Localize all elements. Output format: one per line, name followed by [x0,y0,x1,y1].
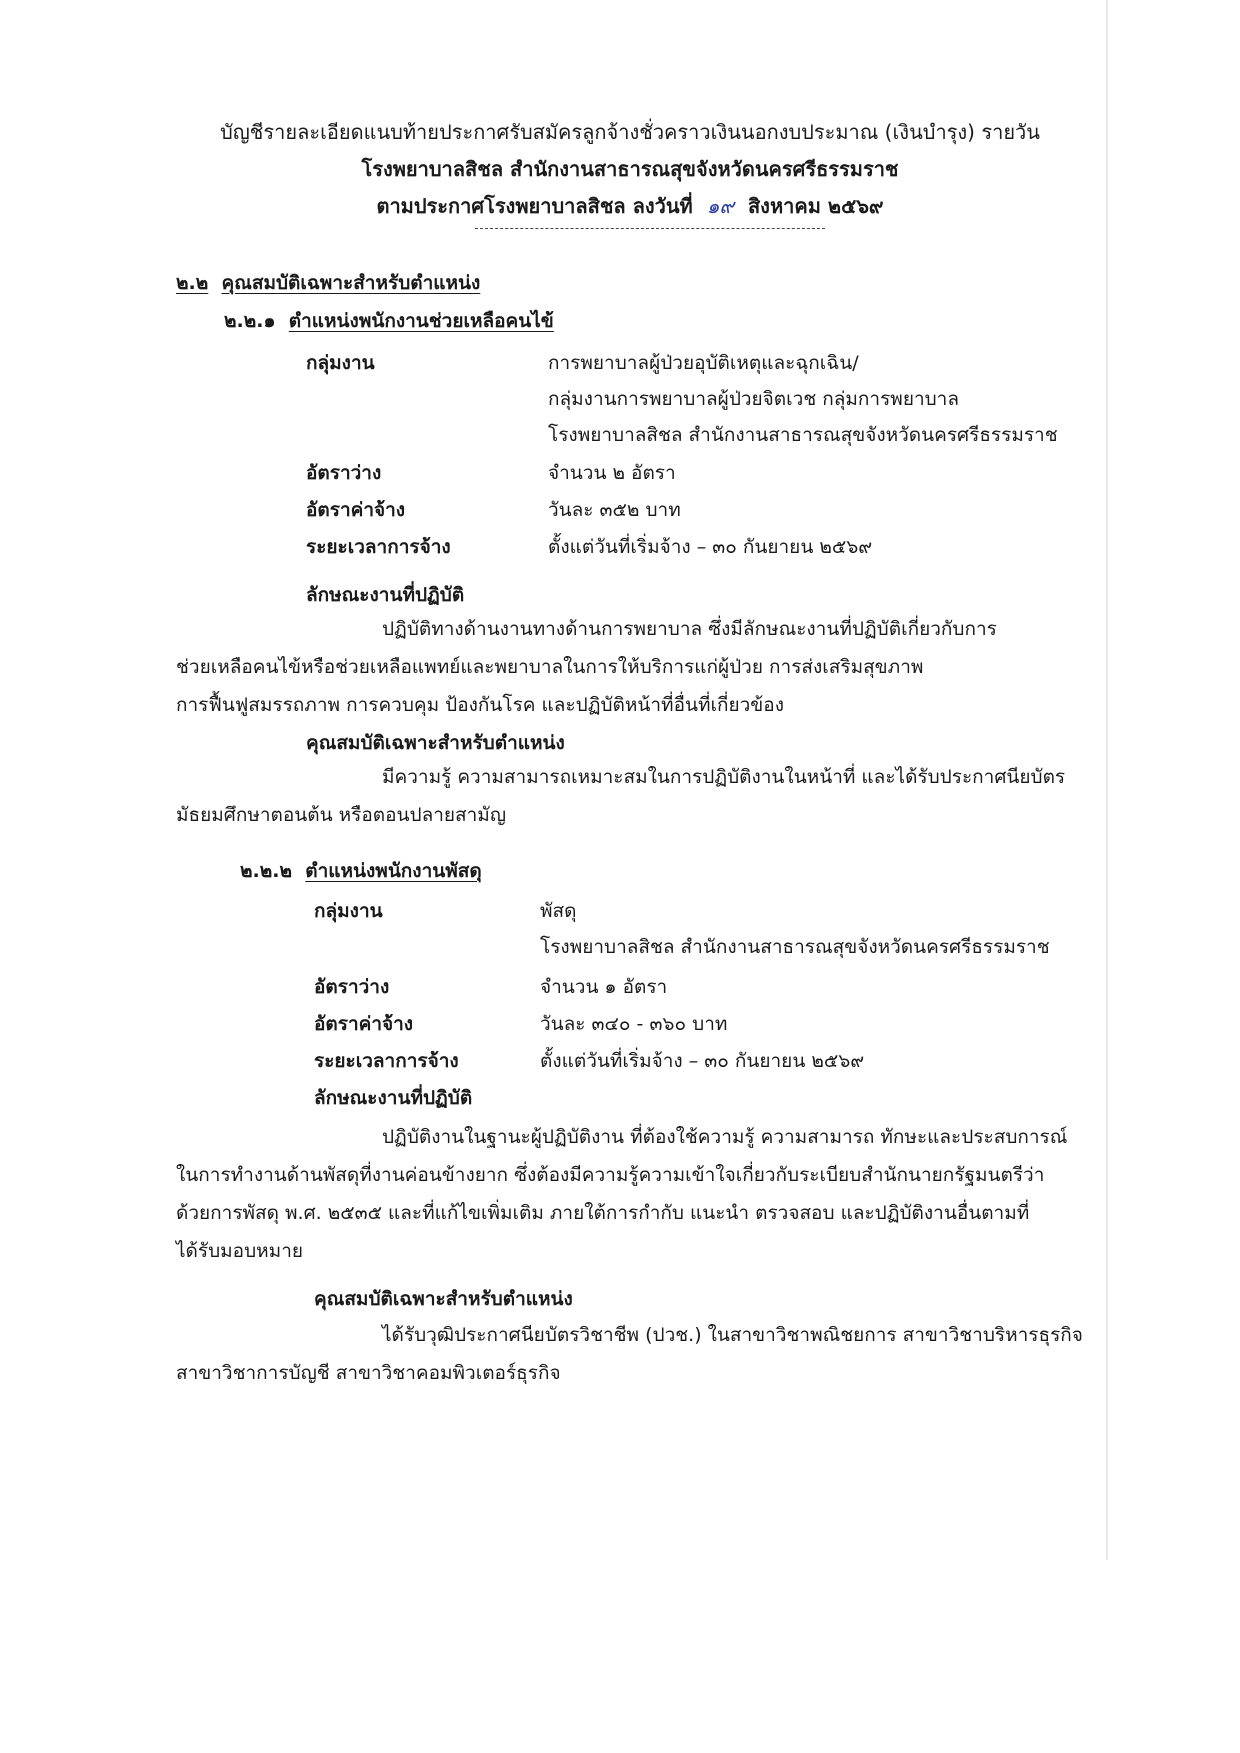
position-2-qual-heading: คุณสมบัติเฉพาะสำหรับตำแหน่ง [314,1288,573,1310]
position-1-heading [224,306,554,336]
position-2-duty-heading: ลักษณะงานที่ปฏิบัติ [314,1087,473,1109]
position-1-duty-line-3: การฟื้นฟูสมรรถภาพ การควบคุม ป้องกันโรค และปฏิบัติหน้าที่อื่นที่เกี่ยวข้อง [176,694,784,716]
header-line-1: บัญชีรายละเอียดแนบท้ายประกาศรับสมัครลูกจ้างชั่วคราวเงินนอกงบประมาณ (เงินบำรุง) รายวัน [220,120,1040,144]
header-line-3-suffix: สิงหาคม ๒๕๖๙ [747,194,884,218]
position-1-wage-value: วันละ ๓๕๒ บาท [548,499,681,521]
position-2-qual-text [176,1316,1120,1392]
header-line-3 [190,190,1070,222]
position-1-duty-heading: ลักษณะงานที่ปฏิบัติ [306,584,465,606]
section-title: คุณสมบัติเฉพาะสำหรับตำแหน่ง [221,272,481,294]
position-1-vacancy-value: จำนวน ๒ อัตรา [548,462,676,484]
position-2-qual-line-1: ได้รับวุฒิประกาศนียบัตรวิชาชีพ (ปวช.) ในสาขาวิชาพณิชยการ สาขาวิชาบริหารธุรกิจ [382,1324,1083,1346]
position-2-vacancy-label: อัตราว่าง [314,976,390,998]
position-2-heading [240,856,482,886]
position-1-qual-line-1: มีความรู้ ความสามารถเหมาะสมในการปฏิบัติงานในหน้าที่ และได้รับประกาศนียบัตร [382,766,1066,788]
position-2-title: ตำแหน่งพนักงานพัสดุ [305,860,482,882]
header-line-2: โรงพยาบาลสิชล สำนักงานสาธารณสุขจังหวัดนครศรีธรรมราช [361,157,899,181]
position-2-duty-line-4: ได้รับมอบหมาย [176,1240,304,1262]
position-2-group-line-1: พัสดุ [540,900,577,922]
position-2-group-line-2: โรงพยาบาลสิชล สำนักงานสาธารณสุขจังหวัดนครศรีธรรมราช [540,936,1050,958]
position-1-duty-line-2: ช่วยเหลือคนไข้หรือช่วยเหลือแพทย์และพยาบาลในการให้บริการแก่ผู้ป่วย การส่งเสริมสุขภาพ [176,656,924,678]
position-1-duty-text [176,610,1120,724]
position-1-wage-label: อัตราค่าจ้าง [306,499,406,521]
position-1-title: ตำแหน่งพนักงานช่วยเหลือคนไข้ [288,310,554,332]
position-2-duty-line-2: ในการทำงานด้านพัสดุที่งานค่อนข้างยาก ซึ่งต้องมีความรู้ความเข้าใจเกี่ยวกับระเบียบสำนักนายกรัฐมนตรีว่า [176,1164,1045,1186]
position-2-duty-line-3: ด้วยการพัสดุ พ.ศ. ๒๕๓๕ และที่แก้ไขเพิ่มเติม ภายใต้การกำกับ แนะนำ ตรวจสอบ และปฏิบัติงานอื่นตามที่ [176,1202,1030,1224]
position-2-period-value: ตั้งแต่วันที่เริ่มจ้าง – ๓๐ กันยายน ๒๕๖๙ [540,1050,865,1072]
header-line-3-prefix: ตามประกาศโรงพยาบาลสิชล ลงวันที่ [376,194,693,218]
position-2-wage-value: วันละ ๓๔๐ - ๓๖๐ บาท [540,1013,728,1035]
position-1-group-label: กลุ่มงาน [306,352,375,374]
position-1-qual-line-2: มัธยมศึกษาตอนต้น หรือตอนปลายสามัญ [176,804,507,826]
section-number: ๒.๒ [176,272,209,294]
position-1-qual-text [176,758,1120,834]
position-1-period-value: ตั้งแต่วันที่เริ่มจ้าง – ๓๐ กันยายน ๒๕๖๙ [548,536,873,558]
section-heading [176,268,480,298]
position-1-vacancy-label: อัตราว่าง [306,462,382,484]
position-2-duty-text [176,1118,1120,1270]
position-1-number: ๒.๒.๑ [224,310,276,332]
header-handwritten-day: ๑๙ [706,194,735,218]
position-2-wage-label: อัตราค่าจ้าง [314,1013,414,1035]
position-2-number: ๒.๒.๒ [240,860,293,882]
position-2-vacancy-value: จำนวน ๑ อัตรา [540,976,668,998]
position-1-duty-line-1: ปฏิบัติทางด้านงานทางด้านการพยาบาล ซึ่งมีลักษณะงานที่ปฏิบัติเกี่ยวกับการ [382,618,997,640]
position-2-group-label: กลุ่มงาน [314,900,383,922]
position-2-duty-line-1: ปฏิบัติงานในฐานะผู้ปฏิบัติงาน ที่ต้องใช้ความรู้ ความสามารถ ทักษะและประสบการณ์ [382,1126,1068,1148]
position-1-group-line-1: การพยาบาลผู้ป่วยอุบัติเหตุและฉุกเฉิน/ [548,352,859,374]
position-1-qual-heading: คุณสมบัติเฉพาะสำหรับตำแหน่ง [306,732,565,754]
position-1-group-line-3: โรงพยาบาลสิชล สำนักงานสาธารณสุขจังหวัดนครศรีธรรมราช [548,424,1058,446]
position-1-period-label: ระยะเวลาการจ้าง [306,536,451,558]
position-1-group-line-2: กลุ่มงานการพยาบาลผู้ป่วยจิตเวช กลุ่มการพยาบาล [548,388,959,410]
header-divider [475,228,825,229]
position-2-qual-line-2: สาขาวิชาการบัญชี สาขาวิชาคอมพิวเตอร์ธุรกิจ [176,1362,561,1384]
position-2-period-label: ระยะเวลาการจ้าง [314,1050,459,1072]
